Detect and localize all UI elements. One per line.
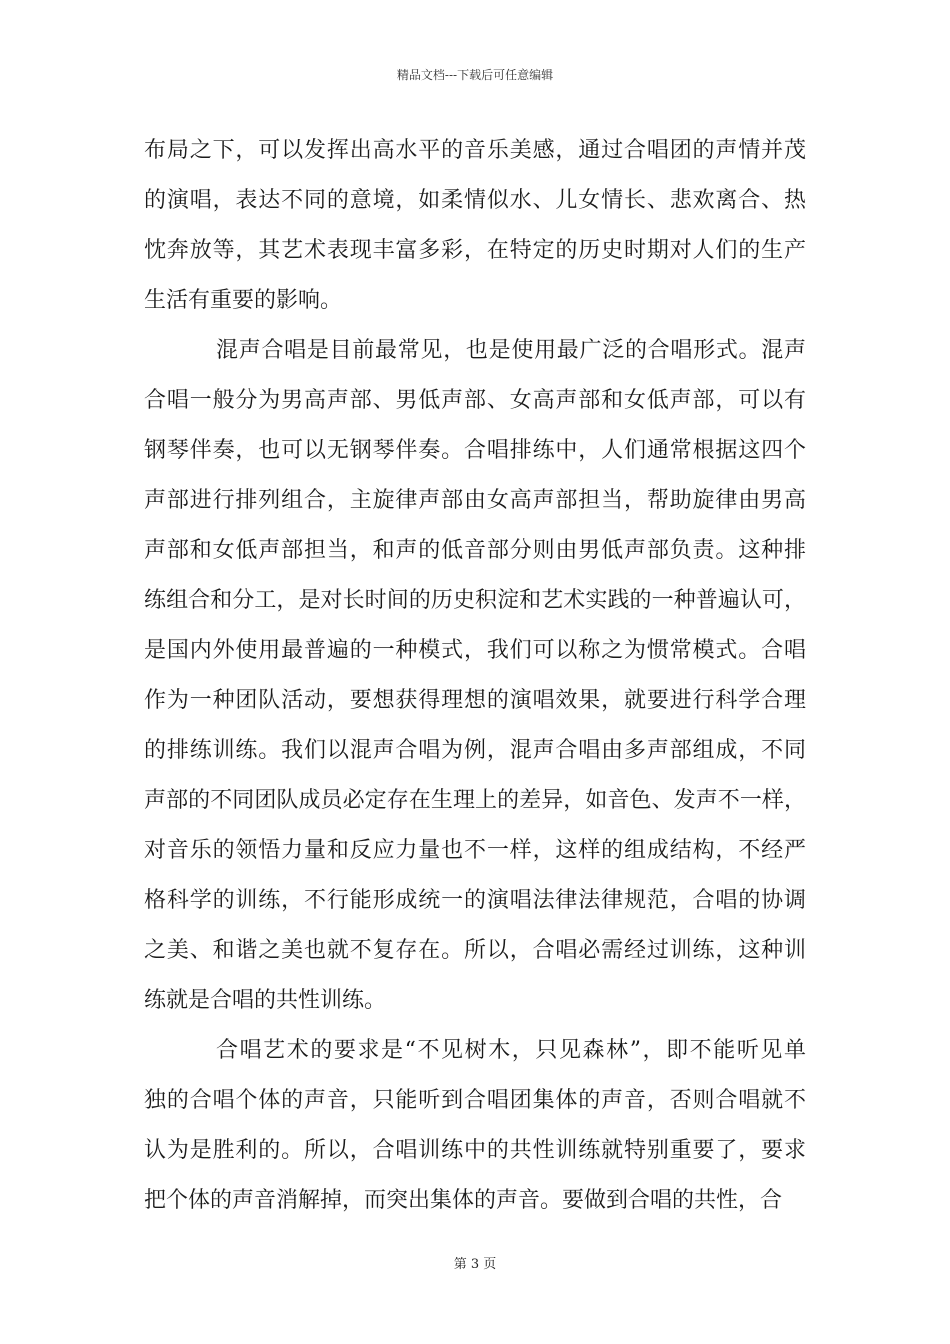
text-line: 钢琴伴奏，也可以无钢琴伴奏。合唱排练中，人们通常根据这四个 bbox=[144, 438, 806, 463]
text-line: 之美、和谐之美也就不复存在。所以，合唱必需经过训练，这种训 bbox=[144, 938, 806, 963]
paragraph bbox=[144, 1026, 806, 1226]
text-line: 认为是胜利的。所以，合唱训练中的共性训练就特别重要了，要求 bbox=[144, 1138, 806, 1163]
text-line: 布局之下，可以发挥出高水平的音乐美感，通过合唱团的声情并茂 bbox=[144, 138, 806, 163]
page-header: 精品文档---下载后可任意编辑 bbox=[396, 68, 554, 82]
text-line: 把个体的声音消解掉，而突出集体的声音。要做到合唱的共性，合 bbox=[144, 1188, 783, 1213]
text-line: 合唱一般分为男高声部、男低声部、女高声部和女低声部，可以有 bbox=[144, 388, 806, 413]
text-line: 独的合唱个体的声音，只能听到合唱团集体的声音，否则合唱就不 bbox=[144, 1088, 806, 1113]
paragraph bbox=[144, 326, 806, 1026]
text-line: 混声合唱是目前最常见，也是使用最广泛的合唱形式。混声 bbox=[216, 338, 806, 363]
text-line: 声部的不同团队成员必定存在生理上的差异，如音色、发声不一样， bbox=[144, 788, 806, 813]
text-line: 合唱艺术的要求是“不见树木，只见森林”，即不能听见单 bbox=[216, 1038, 806, 1063]
text-line: 生活有重要的影响。 bbox=[144, 288, 343, 313]
text-line: 对音乐的领悟力量和反应力量也不一样，这样的组成结构，不经严 bbox=[144, 838, 806, 863]
text-line: 的演唱，表达不同的意境，如柔情似水、儿女情长、悲欢离合、热 bbox=[144, 188, 806, 213]
text-line: 练组合和分工，是对长时间的历史积淀和艺术实践的一种普遍认可， bbox=[144, 588, 806, 613]
text-line: 声部进行排列组合，主旋律声部由女高声部担当，帮助旋律由男高 bbox=[144, 488, 806, 513]
text-line: 作为一种团队活动，要想获得理想的演唱效果，就要进行科学合理 bbox=[144, 688, 806, 713]
text-line: 是国内外使用最普遍的一种模式，我们可以称之为惯常模式。合唱 bbox=[144, 638, 806, 663]
text-line: 练就是合唱的共性训练。 bbox=[144, 988, 387, 1013]
text-line: 的排练训练。我们以混声合唱为例，混声合唱由多声部组成，不同 bbox=[144, 738, 806, 763]
paragraph bbox=[144, 126, 806, 326]
body-text bbox=[144, 126, 806, 1226]
text-line: 忱奔放等，其艺术表现丰富多彩，在特定的历史时期对人们的生产 bbox=[144, 238, 806, 263]
page-number: 第 3 页 bbox=[453, 1257, 497, 1272]
text-line: 声部和女低声部担当，和声的低音部分则由男低声部负责。这种排 bbox=[144, 538, 806, 563]
text-line: 格科学的训练，不行能形成统一的演唱法律法律规范，合唱的协调 bbox=[144, 888, 806, 913]
